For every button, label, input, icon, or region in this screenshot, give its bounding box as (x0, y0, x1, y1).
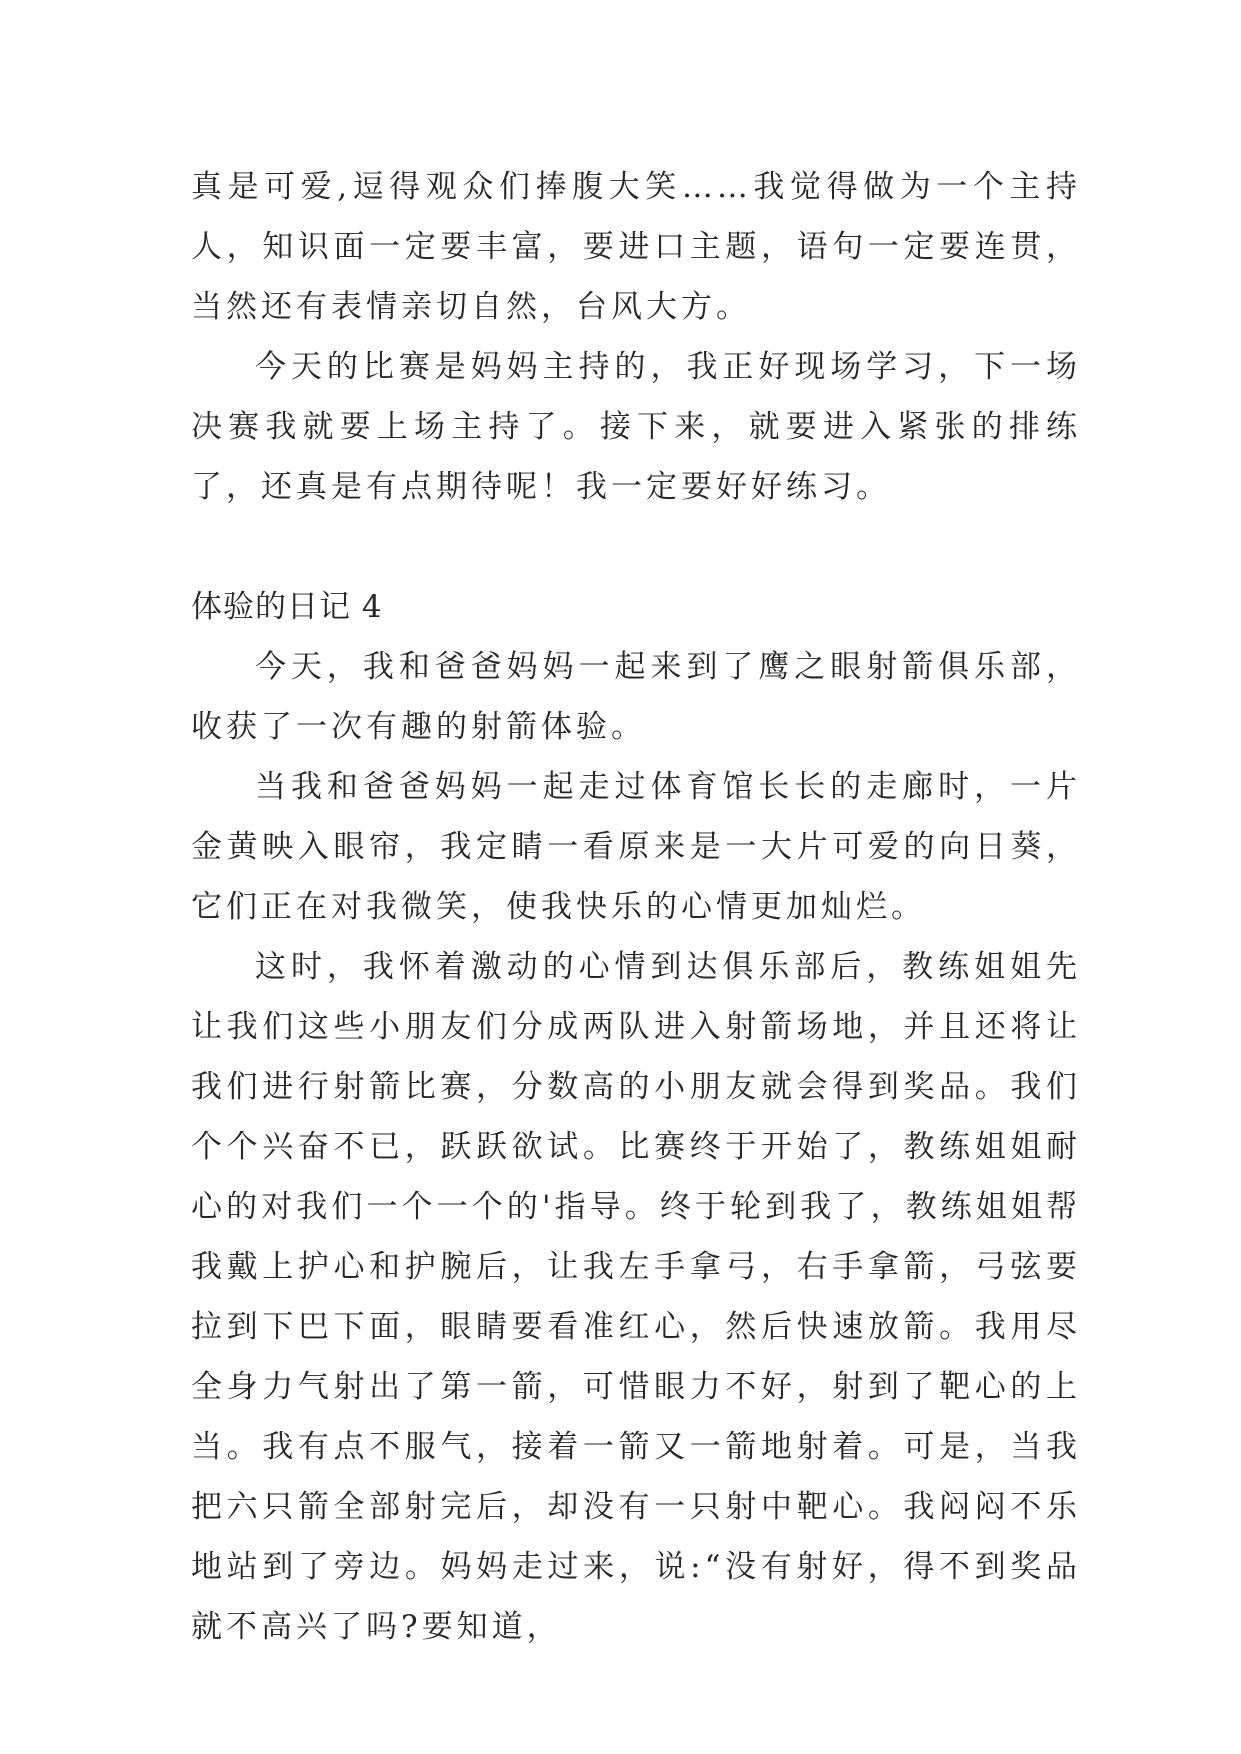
paragraph: 今天，我和爸爸妈妈一起来到了鹰之眼射箭俱乐部，收获了一次有趣的射箭体验。 (191, 649, 1081, 745)
paragraph: 这时，我怀着激动的心情到达俱乐部后，教练姐姐先让我们这些小朋友们分成两队进入射箭场地，并且还将让我们进行射箭比赛，分数高的小朋友就会得到奖品。我们个个兴奋不已，跃跃欲试。比赛终于开始了，教练姐姐耐心的对我们一个一个的'指导。终于轮到我了，教练姐姐帮我戴上护心和护腕后，让我左手拿弓，右手拿箭，弓弦要拉到下巴下面，眼睛要看准红心，然后快速放箭。我用尽全身力气射出了第一箭，可惜眼力不好，射到了靶心的上当。我有点不服气，接着一箭又一箭地射着。可是，当我把六只箭全部射完后，却没有一只射中靶心。我闷闷不乐地站到了旁边。妈妈走过来，说:“没有射好，得不到奖品就不高兴了吗?要知道， (191, 949, 1081, 1645)
paragraph: 今天的比赛是妈妈主持的，我正好现场学习，下一场决赛我就要上场主持了。接下来，就要进入紧张的排练了，还真是有点期待呢！我一定要好好练习。 (191, 349, 1081, 505)
section-title: 体验的日记 4 (191, 589, 383, 625)
continuation-paragraph: 真是可爱,逗得观众们捧腹大笑……我觉得做为一个主持人，知识面一定要丰富，要进口主题，语句一定要连贯，当然还有表情亲切自然，台风大方。 (191, 169, 1081, 325)
document-body (191, 157, 1081, 1657)
paragraph: 当我和爸爸妈妈一起走过体育馆长长的走廊时，一片金黄映入眼帘，我定睛一看原来是一大片可爱的向日葵，它们正在对我微笑，使我快乐的心情更加灿烂。 (191, 769, 1081, 925)
